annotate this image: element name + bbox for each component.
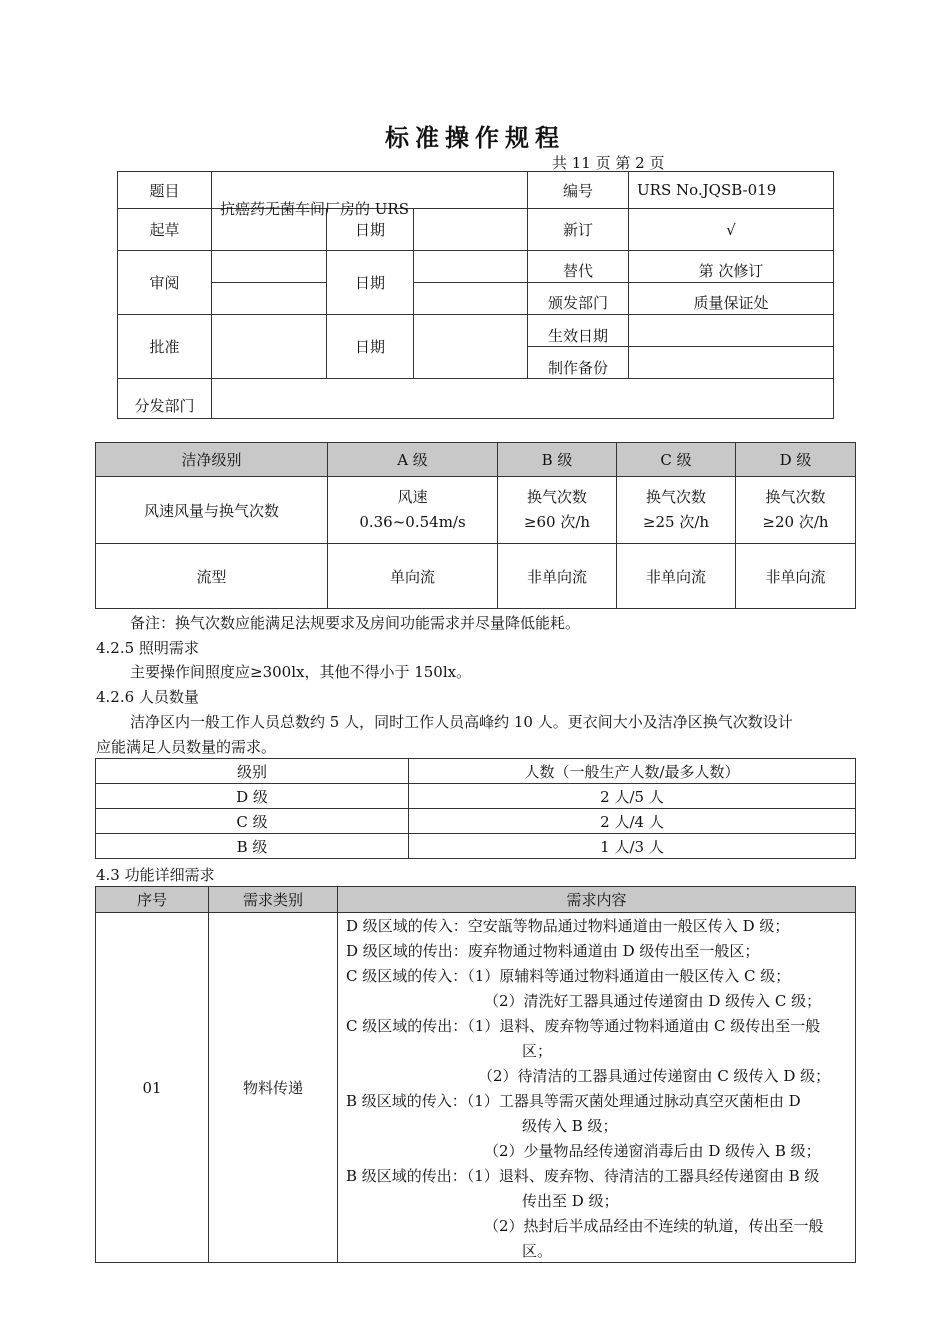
header-table [117,171,834,419]
new-label: 新订 [528,209,629,251]
req-line: B 级区域的传入：（1）工器具等需灭菌处理通过脉动真空灭菌柜由 D [346,1092,801,1110]
req-line: （2）热封后半成品经由不连续的轨道，传出至一般 [484,1217,824,1235]
staff-row-level: B 级 [96,834,409,859]
review-sign-2 [212,283,327,315]
draft-label: 起草 [118,209,212,251]
clean-header-b: B 级 [498,443,617,477]
req-header-no: 序号 [96,887,209,913]
staff-row-level: C 级 [96,809,409,834]
req-line: （2）待清洁的工器具通过传递窗由 C 级传入 D 级； [478,1067,831,1085]
section-4-2-5-text: 主要操作间照度应≥300lx，其他不得小于 150lx。 [130,663,472,681]
flow-type-a: 单向流 [328,544,498,609]
airflow-a [328,477,498,544]
new-value: √ [629,209,834,251]
issue-dept-value: 质量保证处 [629,283,834,315]
number-value: URS No.JQSB-019 [629,172,834,209]
replace-label: 替代 [528,251,629,283]
section-4-2-6-heading: 4.2.6 人员数量 [96,688,199,706]
review-label: 审阅 [118,251,212,315]
requirements-table [95,886,856,1263]
review-sign-1 [212,251,327,283]
clean-header-d: D 级 [736,443,856,477]
airflow-c [617,477,736,544]
flow-type-label: 流型 [96,544,328,609]
remark-text: 备注：换气次数应能满足法规要求及房间功能需求并尽量降低能耗。 [130,614,581,632]
flow-type-c: 非单向流 [617,544,736,609]
req-line: B 级区域的传出：（1）退料、废弃物、待清洁的工器具经传递窗由 B 级 [346,1167,820,1185]
req-line: （2）清洗好工器具通过传递窗由 D 级传入 C 级； [484,992,822,1010]
req-line: D 级区域的传入：空安瓿等物品通过物料通道由一般区传入 D 级； [346,917,790,935]
req-header-category: 需求类别 [209,887,338,913]
section-4-3-heading: 4.3 功能详细需求 [96,866,215,884]
airflow-label: 风速风量与换气次数 [96,477,328,544]
airflow-b-line2: ≥60 次/h [523,513,591,531]
req-row-category: 物料传递 [209,913,338,1263]
flow-type-b: 非单向流 [498,544,617,609]
staff-header-level: 级别 [96,759,409,784]
replace-value: 第 次修订 [629,251,834,283]
topic-label: 题目 [118,172,212,209]
req-row-no: 01 [96,913,209,1263]
draft-date-label: 日期 [327,209,414,251]
staff-row-count: 1 人/3 人 [409,834,856,859]
req-line: 级传入 B 级； [522,1117,618,1135]
section-4-2-6-text-line1: 洁净区内一般工作人员总数约 5 人，同时工作人员高峰约 10 人。更衣间大小及洁净区换气次数设计 [130,713,793,731]
clean-header-c: C 级 [617,443,736,477]
review-date-label: 日期 [327,251,414,315]
airflow-a-line1: 风速 [397,488,428,506]
page-info: 共 11 页 第 2 页 [552,154,665,172]
clean-header-a: A 级 [328,443,498,477]
approve-date-label: 日期 [327,315,414,379]
req-line: C 级区域的传入：（1）原辅料等通过物料通道由一般区传入 C 级； [346,967,791,985]
staff-row-count: 2 人/4 人 [409,809,856,834]
clean-header-level: 洁净级别 [96,443,328,477]
airflow-d [736,477,856,544]
staff-table [95,758,856,859]
flow-type-d: 非单向流 [736,544,856,609]
number-label: 编号 [528,172,629,209]
req-line: （2）少量物品经传递窗消毒后由 D 级传入 B 级； [484,1142,821,1160]
req-row-content [338,913,856,1263]
issue-dept-label: 颁发部门 [528,283,629,315]
airflow-a-line2: 0.36~0.54m/s [359,513,466,531]
review-date-2 [414,283,528,315]
effective-value [629,315,834,347]
copies-value [629,347,834,379]
req-line: 区； [522,1042,553,1060]
approve-label: 批准 [118,315,212,379]
approve-sign [212,315,327,379]
approve-date [414,315,528,379]
distribution-value [212,379,834,419]
airflow-b [498,477,617,544]
airflow-b-line1: 换气次数 [526,488,587,506]
staff-row-count: 2 人/5 人 [409,784,856,809]
req-line: D 级区域的传出：废弃物通过物料通道由 D 级传出至一般区； [346,942,760,960]
draft-date [414,209,528,251]
topic-value-cell [212,172,528,218]
section-4-2-5-heading: 4.2.5 照明需求 [96,639,199,657]
topic-value: 抗癌药无菌车间厂房的 URS [220,200,409,218]
effective-label: 生效日期 [528,315,629,347]
staff-header-count: 人数（一般生产人数/最多人数） [409,759,856,784]
airflow-c-line2: ≥25 次/h [642,513,710,531]
req-line: 传出至 D 级； [522,1192,619,1210]
document-title: 标准操作规程 [385,123,565,152]
distribution-label: 分发部门 [118,379,212,419]
req-line: 区。 [522,1242,553,1260]
clean-class-table [95,442,856,609]
review-date-1 [414,251,528,283]
req-header-content: 需求内容 [338,887,856,913]
airflow-d-line1: 换气次数 [765,488,826,506]
req-line: C 级区域的传出：（1）退料、废弃物等通过物料通道由 C 级传出至一般 [346,1017,821,1035]
copies-label: 制作备份 [528,347,629,379]
section-4-2-6-text-line2: 应能满足人员数量的需求。 [96,738,277,756]
staff-row-level: D 级 [96,784,409,809]
airflow-c-line1: 换气次数 [645,488,706,506]
airflow-d-line2: ≥20 次/h [762,513,829,531]
